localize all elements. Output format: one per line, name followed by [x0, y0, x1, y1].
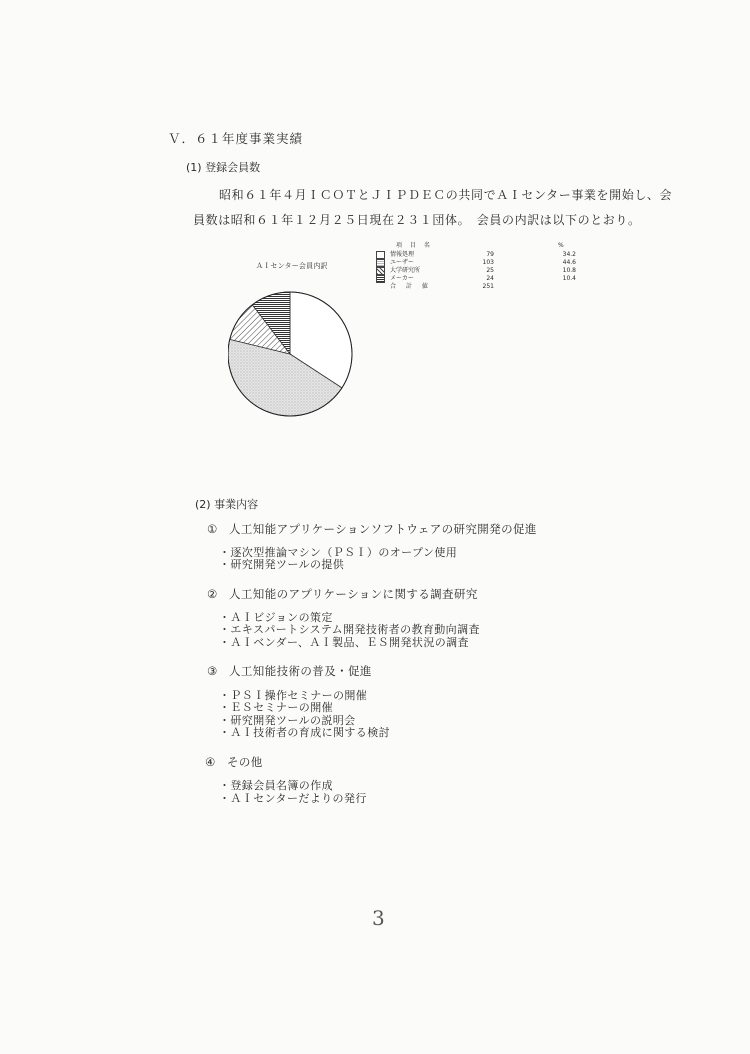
- group-title-text: 人工知能技術の普及・促進: [229, 664, 372, 678]
- legend-pct: 10.4: [562, 275, 576, 282]
- list-item: ・研究開発ツールの提供: [219, 558, 345, 571]
- group-number: ④: [205, 755, 216, 769]
- list-item: ・ＡＩビジョンの策定: [219, 611, 333, 624]
- group-3-title: [207, 663, 372, 679]
- legend-total-row: [376, 283, 616, 291]
- legend-row: [376, 275, 616, 283]
- legend-swatch-hatched: [376, 267, 385, 275]
- pie-chart: [228, 290, 358, 420]
- legend-pct: 10.8: [562, 267, 576, 274]
- legend-label: 大学研究所: [390, 267, 421, 274]
- group-4-title: [205, 754, 263, 770]
- legend-label: 情報処理: [390, 251, 415, 258]
- legend-count: 24: [486, 275, 494, 282]
- legend-pct: 34.2: [562, 251, 576, 258]
- list-item: ・研究開発ツールの説明会: [219, 714, 356, 727]
- list-item: ・ＡＩベンダー、ＡＩ製品、ＥＳ開発状況の調査: [219, 636, 469, 649]
- legend-row: [376, 259, 616, 267]
- legend-count: 25: [486, 267, 494, 274]
- group-number: ②: [207, 587, 218, 601]
- legend-row: [376, 267, 616, 275]
- group-number: ③: [207, 664, 218, 678]
- list-item: ・逐次型推論マシン（ＰＳＩ）のオープン使用: [219, 546, 458, 559]
- list-item: ・ＰＳＩ操作セミナーの開催: [219, 689, 368, 702]
- legend-swatch-blank: [376, 251, 385, 259]
- section2-title: (2) 事業内容: [195, 498, 259, 511]
- paragraph-line-2: 員数は昭和６１年１２月２５日現在２３１団体。 会員の内訳は以下のとおり。: [193, 213, 641, 227]
- legend-total-label: 合 計 値: [390, 283, 432, 290]
- legend-swatch-lines: [376, 275, 385, 283]
- legend-total-value: 251: [482, 283, 494, 290]
- legend-row: [376, 251, 616, 259]
- group-title-text: 人工知能のアプリケーションに関する調査研究: [229, 587, 478, 601]
- list-item: ・ＥＳセミナーの開催: [219, 701, 333, 714]
- document-heading: Ｖ．６１年度事業実績: [168, 131, 304, 146]
- section1-title: (1) 登録会員数: [186, 161, 261, 174]
- legend-header-pct: %: [558, 242, 564, 249]
- list-item: ・エキスパートシステム開発技術者の教育動向調査: [219, 623, 480, 636]
- chart-legend: [376, 242, 616, 312]
- legend-swatch-dotted: [376, 259, 385, 267]
- group-2-title: [207, 586, 478, 602]
- group-title-text: その他: [227, 755, 263, 769]
- legend-pct: 44.6: [562, 259, 576, 266]
- legend-count: 103: [482, 259, 494, 266]
- legend-count: 79: [486, 251, 494, 258]
- list-item: ・ＡＩ技術者の育成に関する検討: [219, 726, 390, 739]
- list-item: ・ＡＩセンターだよりの発行: [219, 792, 367, 805]
- group-number: ①: [207, 522, 218, 536]
- page-number: 3: [372, 906, 385, 930]
- list-item: ・登録会員名簿の作成: [219, 779, 333, 792]
- chart-title: ＡＩセンター会員内訳: [256, 262, 328, 270]
- group-1-title: [207, 521, 537, 537]
- legend-label: ユーザー: [390, 259, 415, 266]
- legend-header-name: 項 目 名: [396, 242, 433, 249]
- legend-label: メーカー: [390, 275, 414, 282]
- group-title-text: 人工知能アプリケーションソフトウェアの研究開発の促進: [229, 522, 537, 536]
- paragraph-line-1: 昭和６１年４月ＩＣＯＴとＪＩＰＤＥＣの共同でＡＩセンター事業を開始し、会: [219, 188, 673, 202]
